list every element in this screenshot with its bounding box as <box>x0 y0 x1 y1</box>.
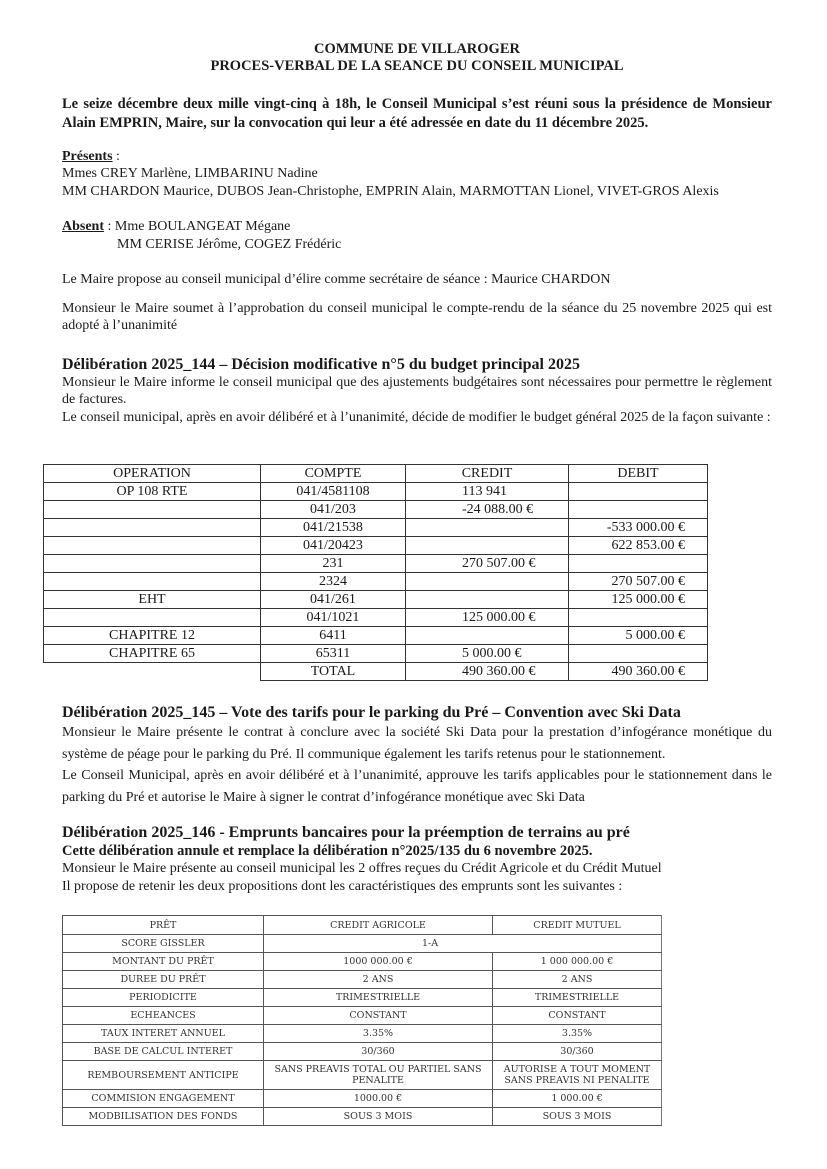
operation-cell <box>44 501 261 519</box>
delib-146-p2: Il propose de retenir les deux propositions dont les caractéristiques des emprunts sont les suivantes : <box>62 878 623 894</box>
credit-cell: -24 088.00 € <box>406 501 569 519</box>
debit-cell: 125 000.00 € <box>569 591 708 609</box>
debit-cell <box>569 483 708 501</box>
col-debit: DEBIT <box>569 465 708 483</box>
credit-mutuel-cell: 30/360 <box>493 1043 662 1061</box>
delib-146-title: Délibération 2025_146 - Emprunts bancaires pour la préemption de terrains au pré <box>62 824 630 841</box>
operation-cell <box>44 519 261 537</box>
credit-agricole-cell: 3.35% <box>264 1025 493 1043</box>
credit-mutuel-cell: 1 000.00 € <box>493 1090 662 1108</box>
budget-header-row <box>44 465 708 483</box>
credit-mutuel-cell: 3.35% <box>493 1025 662 1043</box>
compte-cell: 041/261 <box>261 591 406 609</box>
operation-cell: EHT <box>44 591 261 609</box>
loan-col-credit-agricole: CREDIT AGRICOLE <box>264 916 493 935</box>
total-label: TOTAL <box>261 663 406 681</box>
debit-cell <box>569 609 708 627</box>
debit-cell: 622 853.00 € <box>569 537 708 555</box>
loan-score-row <box>63 935 662 953</box>
credit-mutuel-cell: SOUS 3 MOIS <box>493 1108 662 1126</box>
operation-cell: CHAPITRE 12 <box>44 627 261 645</box>
budget-row <box>44 483 708 501</box>
loan-col-credit-mutuel: CREDIT MUTUEL <box>493 916 662 935</box>
credit-cell: 5 000.00 € <box>406 645 569 663</box>
credit-cell <box>406 627 569 645</box>
col-compte: COMPTE <box>261 465 406 483</box>
budget-row <box>44 519 708 537</box>
document-title: PROCES-VERBAL DE LA SEANCE DU CONSEIL MUNICIPAL <box>210 58 624 74</box>
credit-mutuel-cell: AUTORISE A TOUT MOMENT SANS PREAVIS NI PENALITE <box>493 1061 662 1090</box>
credit-agricole-cell: 1000 000.00 € <box>264 953 493 971</box>
delib-144-p1: Monsieur le Maire informe le conseil municipal que des ajustements budgétaires sont nécessaires pour permettre le règlement de factures. <box>62 374 772 407</box>
delib-146-section <box>62 823 772 895</box>
loan-label-cell: PERIODICITE <box>63 989 264 1007</box>
credit-agricole-cell: SOUS 3 MOIS <box>264 1108 493 1126</box>
loan-col-pret: PRÊT <box>63 916 264 935</box>
loan-row <box>63 971 662 989</box>
loan-row <box>63 1061 662 1090</box>
compte-cell: 041/4581108 <box>261 483 406 501</box>
credit-cell <box>406 519 569 537</box>
loan-header-row <box>63 916 662 935</box>
debit-cell: 5 000.00 € <box>569 627 708 645</box>
credit-mutuel-cell: 2 ANS <box>493 971 662 989</box>
credit-cell: 270 507.00 € <box>406 555 569 573</box>
budget-total-row <box>44 663 708 681</box>
credit-cell: 113 941 <box>406 483 569 501</box>
credit-agricole-cell: 1000.00 € <box>264 1090 493 1108</box>
credit-mutuel-cell: TRIMESTRIELLE <box>493 989 662 1007</box>
credit-agricole-cell: 30/360 <box>264 1043 493 1061</box>
presents-label: Présents <box>62 148 113 164</box>
loan-label-cell: DUREE DU PRÊT <box>63 971 264 989</box>
loan-row <box>63 1108 662 1126</box>
compte-cell: 041/203 <box>261 501 406 519</box>
absents-label: Absent <box>62 219 105 234</box>
debit-cell: -533 000.00 € <box>569 519 708 537</box>
debit-cell <box>569 645 708 663</box>
compte-cell: 041/21538 <box>261 519 406 537</box>
document-page <box>62 0 772 426</box>
credit-cell: 125 000.00 € <box>406 609 569 627</box>
delib-146-subtitle: Cette délibération annule et remplace la délibération n°2025/135 du 6 novembre 2025. <box>62 843 593 859</box>
empty-cell <box>44 663 261 681</box>
operation-cell <box>44 573 261 591</box>
commune-name: COMMUNE DE VILLAROGER <box>314 41 520 57</box>
budget-row <box>44 555 708 573</box>
loan-row <box>63 989 662 1007</box>
operation-cell <box>44 555 261 573</box>
delib-144-title: Délibération 2025_144 – Décision modificative n°5 du budget principal 2025 <box>62 355 580 373</box>
presents-section <box>62 148 772 201</box>
compte-cell: 041/1021 <box>261 609 406 627</box>
credit-agricole-cell: TRIMESTRIELLE <box>264 989 493 1007</box>
loan-score-label: SCORE GISSLER <box>63 935 264 953</box>
budget-row <box>44 537 708 555</box>
delib-145-section <box>62 703 772 808</box>
loan-label-cell: TAUX INTERET ANNUEL <box>63 1025 264 1043</box>
credit-mutuel-cell: 1 000 000.00 € <box>493 953 662 971</box>
loan-label-cell: ECHEANCES <box>63 1007 264 1025</box>
presents-mm: MM CHARDON Maurice, DUBOS Jean-Christophe, EMPRIN Alain, MARMOTTAN Lionel, VIVET-GROS Alexis <box>62 183 719 199</box>
total-credit: 490 360.00 € <box>406 663 569 681</box>
session-intro: Le seize décembre deux mille vingt-cinq à 18h, le Conseil Municipal s’est réuni sous la présidence de Monsieur Alain EMPRIN, Maire, sur la convocation qui leur a été adressée en date du 11 décembre 2025. <box>62 96 772 131</box>
budget-row <box>44 501 708 519</box>
compte-cell: 6411 <box>261 627 406 645</box>
debit-cell <box>569 555 708 573</box>
credit-cell <box>406 591 569 609</box>
approval-paragraph: Monsieur le Maire soumet à l’approbation du conseil municipal le compte-rendu de la séance du 25 novembre 2025 qui est adopté à l’unanimité <box>62 300 772 333</box>
delib-145-title: Délibération 2025_145 – Vote des tarifs pour le parking du Pré – Convention avec Ski Data <box>62 704 681 721</box>
absents-section <box>62 218 772 253</box>
delib-146-p1: Monsieur le Maire présente au conseil municipal les 2 offres reçues du Crédit Agricole et du Crédit Mutuel <box>62 861 662 876</box>
operation-cell: CHAPITRE 65 <box>44 645 261 663</box>
debit-cell: 270 507.00 € <box>569 573 708 591</box>
budget-row <box>44 609 708 627</box>
loan-label-cell: MONTANT DU PRÊT <box>63 953 264 971</box>
col-operation: OPERATION <box>44 465 261 483</box>
credit-agricole-cell: CONSTANT <box>264 1007 493 1025</box>
operation-cell <box>44 537 261 555</box>
absents-mme: : Mme BOULANGEAT Mégane <box>104 219 291 234</box>
budget-table <box>43 464 708 681</box>
compte-cell: 65311 <box>261 645 406 663</box>
loan-row <box>63 953 662 971</box>
col-credit: CREDIT <box>406 465 569 483</box>
delib-145-p2: Le Conseil Municipal, après en avoir délibéré et à l’unanimité, approuve les tarifs applicables pour le stationnement dans le parking du Pré et autorise le Maire à signer le contrat d’infogérance monétique avec Ski Data <box>62 768 772 805</box>
operation-cell: OP 108 RTE <box>44 483 261 501</box>
loan-row <box>63 1090 662 1108</box>
compte-cell: 231 <box>261 555 406 573</box>
absents-mm: MM CERISE Jérôme, COGEZ Frédéric <box>117 236 342 252</box>
loan-score-value: 1-A <box>264 935 662 953</box>
budget-row <box>44 573 708 591</box>
operation-cell <box>44 609 261 627</box>
credit-mutuel-cell: CONSTANT <box>493 1007 662 1025</box>
budget-row <box>44 645 708 663</box>
loan-table <box>62 915 662 1126</box>
secretary-paragraph: Le Maire propose au conseil municipal d’élire comme secrétaire de séance : Maurice CHARDON <box>62 272 611 287</box>
presents-mmes: Mmes CREY Marlène, LIMBARINU Nadine <box>62 166 318 181</box>
credit-cell <box>406 573 569 591</box>
presents-sep: : <box>112 148 120 164</box>
budget-row <box>44 627 708 645</box>
loan-row <box>63 1007 662 1025</box>
credit-cell <box>406 537 569 555</box>
loan-row <box>63 1025 662 1043</box>
loan-row <box>63 1043 662 1061</box>
loan-label-cell: COMMISION ENGAGEMENT <box>63 1090 264 1108</box>
credit-agricole-cell: 2 ANS <box>264 971 493 989</box>
delib-145-p1: Monsieur le Maire présente le contrat à conclure avec la société Ski Data pour la prestation d’infogérance monétique du système de péage pour le parking du Pré. Il communique également les tarifs retenus pour le stationnement. <box>62 725 772 762</box>
loan-label-cell: MODBILISATION DES FONDS <box>63 1108 264 1126</box>
credit-agricole-cell: SANS PREAVIS TOTAL OU PARTIEL SANS PENALITE <box>264 1061 493 1090</box>
budget-row <box>44 591 708 609</box>
delib-144-p2: Le conseil municipal, après en avoir délibéré et à l’unanimité, décide de modifier le budget général 2025 de la façon suivante : <box>62 409 771 425</box>
compte-cell: 2324 <box>261 573 406 591</box>
debit-cell <box>569 501 708 519</box>
loan-label-cell: REMBOURSEMENT ANTICIPE <box>63 1061 264 1090</box>
total-debit: 490 360.00 € <box>569 663 708 681</box>
loan-label-cell: BASE DE CALCUL INTERET <box>63 1043 264 1061</box>
compte-cell: 041/20423 <box>261 537 406 555</box>
